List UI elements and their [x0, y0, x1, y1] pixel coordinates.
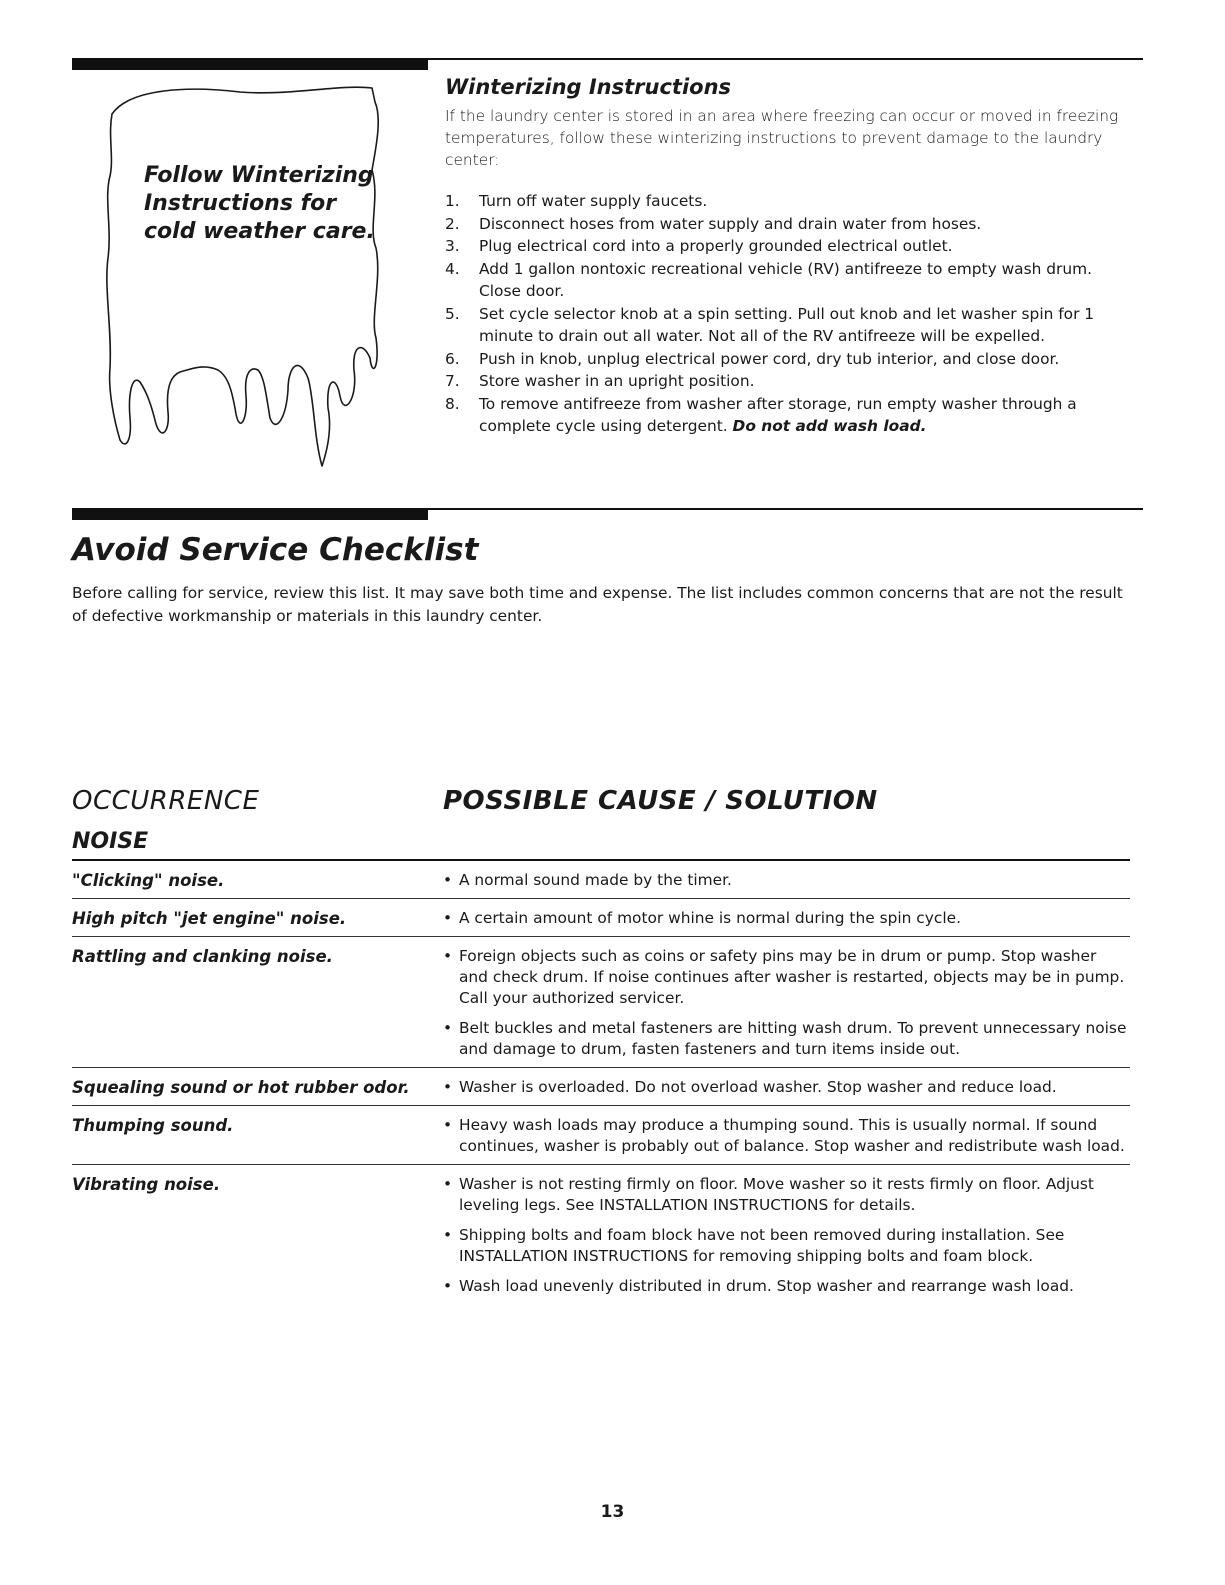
step-text: Store washer in an upright position. — [479, 372, 755, 390]
divider-thick-segment — [72, 58, 428, 70]
checklist-intro: Before calling for service, review this list. It may save both time and expense. The list includes common concerns that are not the result of defective workmanship or materials in this laundry center. — [72, 584, 1123, 625]
cause-cell — [443, 870, 1130, 891]
winterizing-step — [445, 393, 1135, 438]
table-row — [72, 1165, 1130, 1304]
callout-text: Follow Winterizing Instructions for cold weather care. — [144, 163, 375, 244]
winterizing-step — [445, 370, 1135, 393]
step-text: To remove antifreeze from washer after storage, run empty washer through a complete cycle using detergent. — [479, 394, 1077, 435]
winterizing-step — [445, 235, 1135, 258]
cause-cell — [443, 908, 1130, 929]
winterizing-callout — [100, 78, 390, 478]
winterizing-step — [445, 258, 1135, 303]
step-text: Add 1 gallon nontoxic recreational vehicle (RV) antifreeze to empty wash drum. Close door. — [479, 259, 1093, 300]
cause-item: • Washer is overloaded. Do not overload washer. Stop washer and reduce load. — [443, 1077, 1130, 1098]
step-number: 5. — [445, 304, 460, 323]
step-number: 6. — [445, 349, 460, 368]
cause-item: • A certain amount of motor whine is normal during the spin cycle. — [443, 908, 1130, 929]
winterizing-step — [445, 348, 1135, 371]
step-number: 2. — [445, 214, 460, 233]
step-number: 1. — [445, 192, 460, 210]
section-divider-checklist — [72, 508, 1143, 520]
occurrence-cell: Thumping sound. — [72, 1116, 234, 1135]
checklist-table — [72, 861, 1130, 1304]
step-emphasis: Do not add wash load. — [732, 417, 927, 435]
cause-item: • Wash load unevenly distributed in drum. Stop washer and rearrange wash load. — [443, 1276, 1130, 1297]
divider-thick-segment — [72, 508, 428, 520]
winterizing-step — [445, 303, 1135, 348]
cause-cell — [443, 1115, 1130, 1157]
step-number: 7. — [445, 372, 460, 390]
winterizing-steps — [445, 190, 1135, 438]
step-text: Plug electrical cord into a properly grounded electrical outlet. — [479, 237, 953, 255]
occurrence-cell: "Clicking" noise. — [72, 871, 225, 890]
step-number: 8. — [445, 394, 460, 413]
section-heading-noise: NOISE — [72, 829, 149, 854]
cause-item: • Belt buckles and metal fasteners are hitting wash drum. To prevent unnecessary noise and damage to drum, fasten fasteners and turn items inside out. — [443, 1018, 1130, 1060]
divider-thin-segment — [428, 508, 1143, 510]
step-number: 3. — [445, 237, 460, 255]
table-row — [72, 899, 1130, 937]
table-row — [72, 1106, 1130, 1165]
occurrence-cell: Vibrating noise. — [72, 1175, 221, 1194]
cause-item: • Heavy wash loads may produce a thumping sound. This is usually normal. If sound continues, washer is probably out of balance. Stop washer and redistribute wash load. — [443, 1115, 1130, 1157]
step-text: Push in knob, unplug electrical power cord, dry tub interior, and close door. — [479, 349, 1060, 368]
occurrence-cell: Rattling and clanking noise. — [72, 947, 333, 966]
section-divider-top — [72, 58, 1143, 70]
cause-item: • Shipping bolts and foam block have not been removed during installation. See INSTALLATION INSTRUCTIONS for removing shipping bolts and foam block. — [443, 1225, 1130, 1267]
column-header-cause: POSSIBLE CAUSE / SOLUTION — [443, 786, 878, 816]
cause-cell — [443, 946, 1130, 1060]
column-header-occurrence: OCCURRENCE — [72, 786, 260, 816]
winterizing-step — [445, 190, 1135, 213]
step-text: Turn off water supply faucets. — [479, 192, 708, 210]
table-row — [72, 861, 1130, 899]
cause-cell — [443, 1174, 1130, 1297]
winterizing-intro: If the laundry center is stored in an area where freezing can occur or moved in freezing temperatures, follow these winterizing instructions to prevent damage to the laundry center: — [445, 107, 1119, 169]
checklist-title: Avoid Service Checklist — [72, 532, 479, 568]
step-text: Disconnect hoses from water supply and drain water from hoses. — [479, 214, 982, 233]
page-number: 13 — [600, 1502, 625, 1522]
icicle-frame-illustration — [100, 78, 390, 478]
winterizing-title: Winterizing Instructions — [445, 75, 732, 99]
cause-item: • Washer is not resting firmly on floor. Move washer so it rests firmly on floor. Adjust leveling legs. See INSTALLATION INSTRUCTIONS for details. — [443, 1174, 1130, 1216]
divider-thin-segment — [428, 58, 1143, 60]
occurrence-cell: Squealing sound or hot rubber odor. — [72, 1078, 410, 1097]
table-row — [72, 937, 1130, 1068]
cause-item: • A normal sound made by the timer. — [443, 870, 1130, 891]
occurrence-cell: High pitch "jet engine" noise. — [72, 909, 347, 928]
cause-cell — [443, 1077, 1130, 1098]
winterizing-step — [445, 213, 1135, 236]
step-text: Set cycle selector knob at a spin setting. Pull out knob and let washer spin for 1 minute to drain out all water. Not all of the RV antifreeze will be expelled. — [479, 304, 1095, 345]
cause-item: • Foreign objects such as coins or safety pins may be in drum or pump. Stop washer and check drum. If noise continues after washer is restarted, objects may be in pump. Call your authorized servicer. — [443, 946, 1130, 1009]
table-row — [72, 1068, 1130, 1106]
step-number: 4. — [445, 259, 460, 278]
